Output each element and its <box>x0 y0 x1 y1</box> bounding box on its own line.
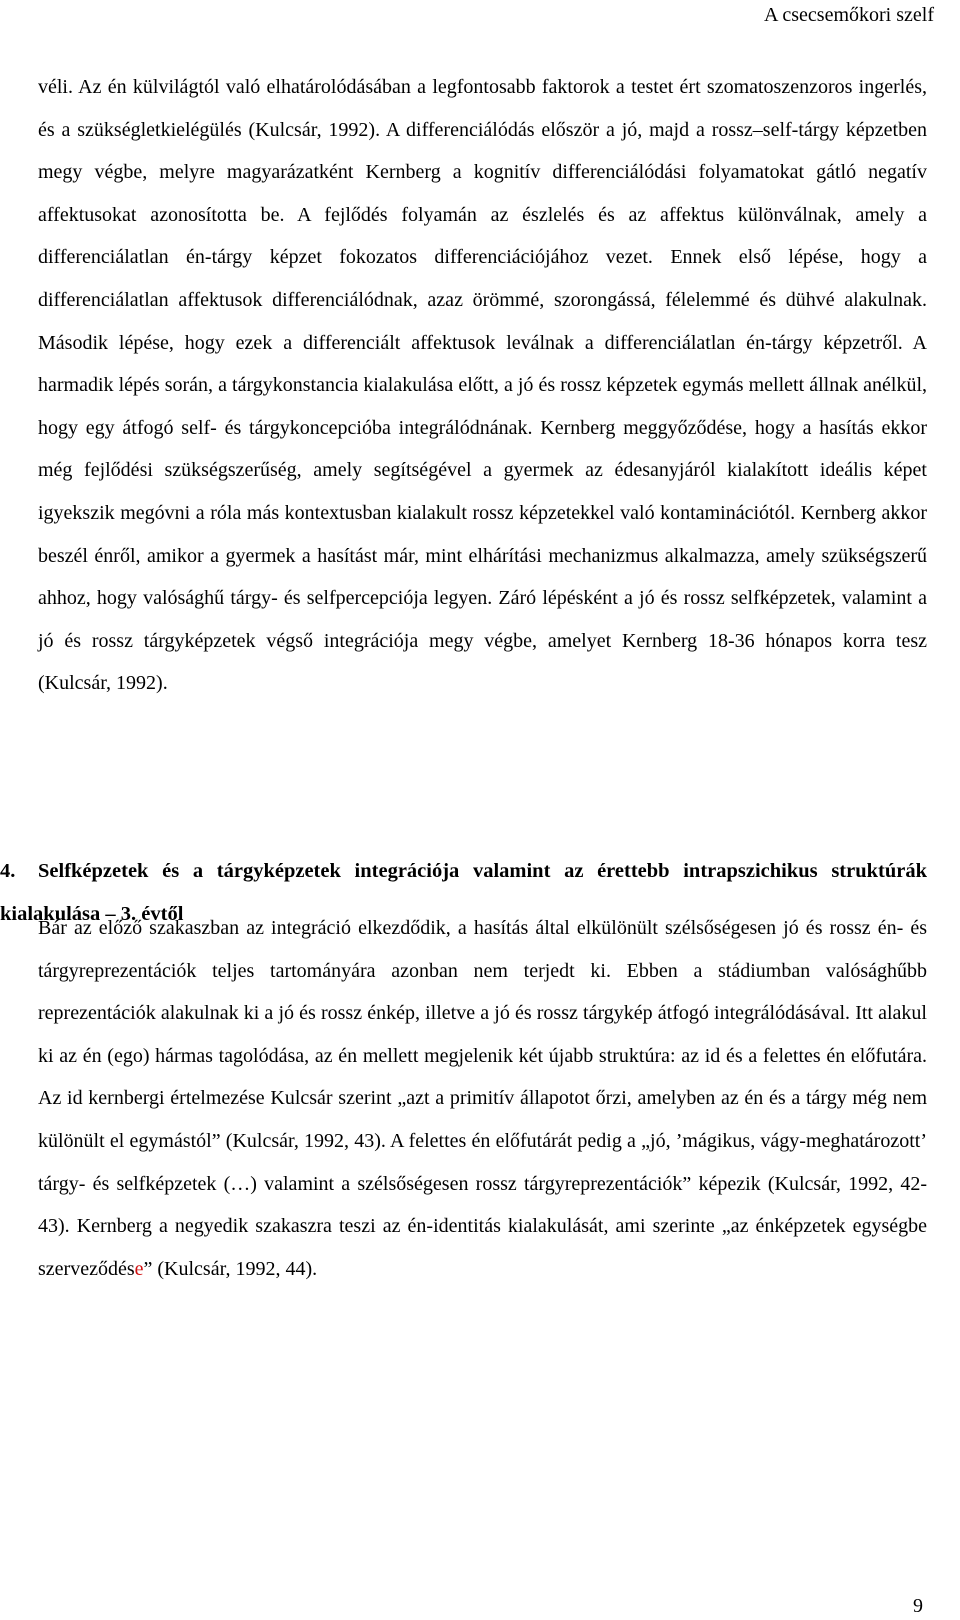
section-title: Selfképzetek és a tárgyképzetek integrációja valamint az érettebb intrapszichikus struktúrák kialakulása – 3. évtől <box>0 860 927 925</box>
paragraph-2-tail: ” (Kulcsár, 1992, 44). <box>143 1257 318 1280</box>
paragraph-2-text: Bár az előző szakaszban az integráció elkezdődik, a hasítás által elkülönült szélsőségesen jó és rossz én- és tárgyreprezentációk teljes tartományára azonban nem terjedt ki. Ebben a stádiumban valósághűbb reprezentációk alakulnak ki a jó és rossz énkép, illetve a jó és rossz tárgykép átfogó integrálódásával. Itt alakul ki az én (ego) hármas tagolódása, az én mellett megjelenik két újabb struktúra: az id és a felettes én előfutára. Az id kernbergi értelmezése Kulcsár szerint „azt a primitív állapotot őrzi, amelyben az én és a tárgy még nem különült el egymástól” (Kulcsár, 1992, 43). A felettes én előfutárát pedig a „jó, ’mágikus, vágy-meghatározott’ tárgy- és selfképzetek (…) valamint a szélsőségesen rossz tárgyreprezentációk” képezik (Kulcsár, 1992, 42-43). Kernberg a negyedik szakaszra teszi az én-identitás kialakulását, ami szerinte „az énképzetek egységbe szerveződés <box>38 917 927 1280</box>
body-paragraph-1: véli. Az én külvilágtól való elhatárolódásában a legfontosabb faktorok a testet ért szomatoszenzoros ingerlés, és a szükségletkielégülés (Kulcsár, 1992). A differenciálódás először a jó, majd a rossz–self-tárgy képzetben megy végbe, melyre magyarázatként Kernberg a kognitív differenciálódási folyamatokat gátló negatív affektusokat azonosította be. A fejlődés folyamán az észlelés és az affektus különválnak, amely a differenciálatlan én-tárgy képzet fokozatos differenciációjához vezet. Ennek első lépése, hogy a differenciálatlan affektusok differenciálódnak, azaz örömmé, szorongássá, félelemmé és dühvé alakulnak. Második lépése, hogy ezek a differenciált affektusok leválnak a differenciálatlan én-tárgy képzetről. A harmadik lépés során, a tárgykonstancia kialakulása előtt, a jó és rossz képzetek egymás mellett állnak anélkül, hogy egy átfogó self- és tárgykoncepcióba integrálódnának. Kernberg meggyőződése, hogy a hasítás ekkor még fejlődési szükségszerűség, amely segítségével a gyermek az édesanyjáról kialakított ideális képet igyekszik megóvni a róla más kontextusban kialakult rossz képzetekkel való kontaminációtól. Kernberg akkor beszél énről, amikor a gyermek a hasítást már, mint elhárítási mechanizmus alkalmazza, amely szükségszerű ahhoz, hogy valósághű tárgy- és selfpercepciója legyen. Záró lépésként a jó és rossz selfképzetek, valamint a jó és rossz tárgyképzetek végső integrációja megy végbe, amelyet Kernberg 18-36 hónapos korra tesz (Kulcsár, 1992). <box>38 76 927 695</box>
body-paragraph-2 <box>38 907 927 1290</box>
page-number: 9 <box>913 1595 923 1617</box>
section-number: 4. <box>0 860 16 882</box>
running-header: A csecsemőkori szelf <box>764 4 934 26</box>
highlighted-letter: e <box>134 1257 144 1280</box>
